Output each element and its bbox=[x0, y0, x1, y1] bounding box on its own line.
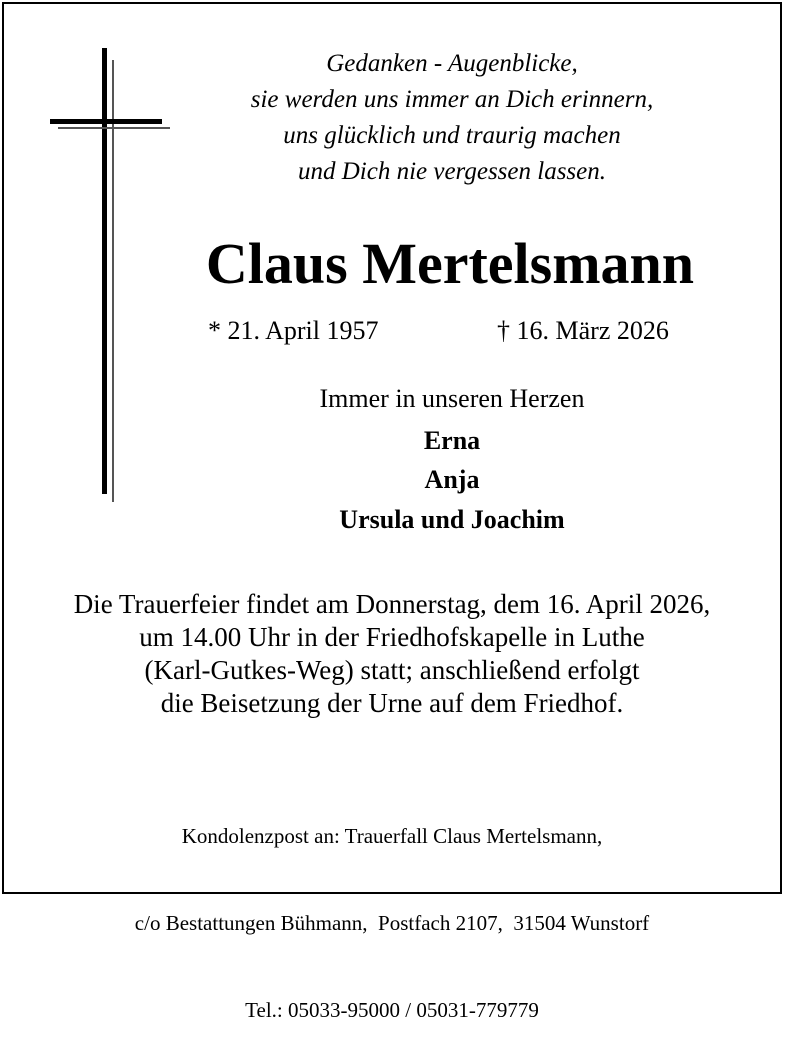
service-line: um 14.00 Uhr in der Friedhofskapelle in Luthe bbox=[139, 622, 645, 652]
mourner-name: Ursula und Joachim bbox=[339, 505, 565, 534]
service-line: die Beisetzung der Urne auf dem Friedhof. bbox=[160, 688, 624, 718]
deceased-name: Claus Mertelsmann bbox=[205, 231, 695, 296]
poem-line: uns glücklich und traurig machen bbox=[283, 122, 621, 149]
birth-date: * 21. April 1957 bbox=[208, 316, 379, 345]
contact-line: c/o Bestattungen Bühmann, Postfach 2107, 31504 Wunstorf bbox=[134, 911, 650, 935]
funeral-service-info bbox=[10, 588, 774, 720]
poem-line: und Dich nie vergessen lassen. bbox=[297, 158, 607, 185]
poem-line: sie werden uns immer an Dich erinnern, bbox=[250, 86, 654, 113]
service-line: (Karl-Gutkes-Weg) statt; anschließend erfolgt bbox=[144, 655, 640, 685]
contact-line: Kondolenzpost an: Trauerfall Claus Mertelsmann, bbox=[181, 824, 603, 848]
poem-line: Gedanken - Augenblicke, bbox=[326, 50, 578, 77]
mourners-intro: Immer in unseren Herzen bbox=[319, 384, 585, 413]
memorial-poem bbox=[160, 46, 744, 190]
service-line: Die Trauerfeier findet am Donnerstag, dem 16. April 2026, bbox=[73, 589, 711, 619]
condolence-contact bbox=[60, 764, 724, 1054]
mourner-name: Erna bbox=[423, 426, 481, 455]
mourner-name: Anja bbox=[424, 465, 480, 494]
death-date: † 16. März 2026 bbox=[497, 316, 669, 345]
contact-line: Tel.: 05033-95000 / 05031-779779 bbox=[245, 998, 539, 1022]
